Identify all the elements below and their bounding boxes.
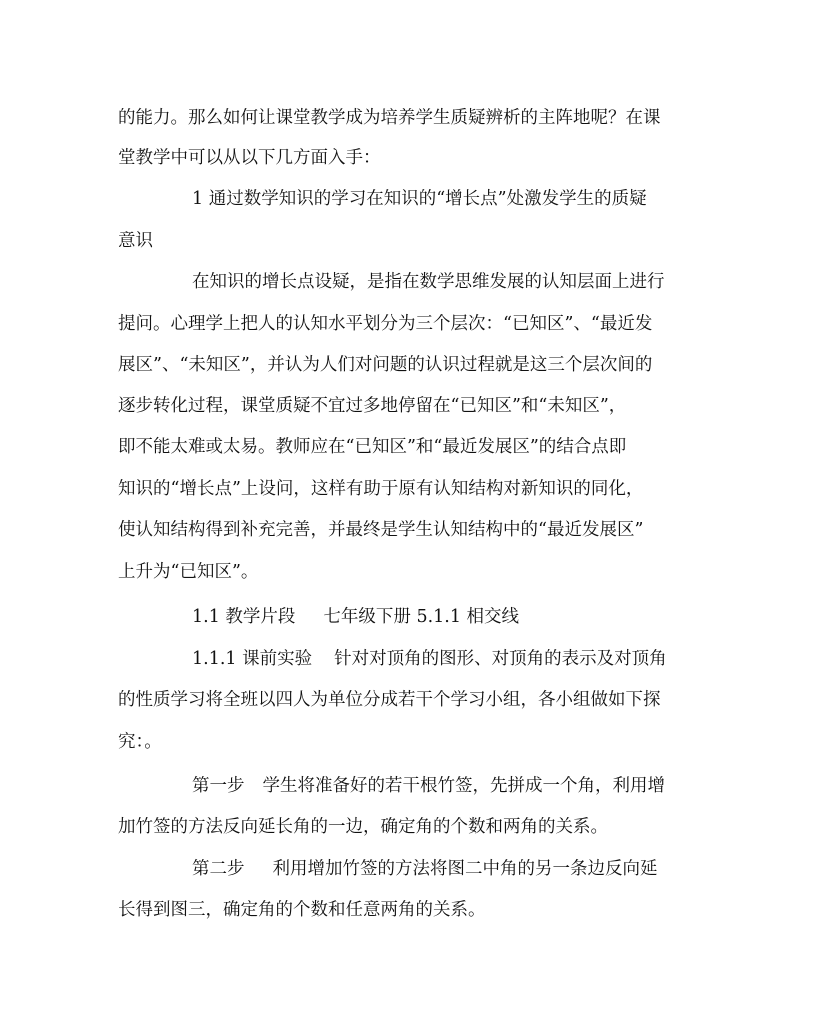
step-2 [192, 854, 658, 884]
step-text: 利用增加竹签的方法将图二中角的另一条边反向延 [272, 859, 658, 879]
paragraph-line: 长得到图三，确定角的个数和任意两角的关系。 [118, 900, 486, 920]
subsection-text: 针对对顶角的图形、对顶角的表示及对顶角 [334, 649, 667, 669]
paragraph-line: 的性质学习将全班以四人为单位分成若干个学习小组，各小组做如下探 [118, 690, 661, 710]
paragraph-line: 使认知结构得到补充完善，并最终是学生认知结构中的“最近发展区” [118, 520, 644, 540]
paragraph-line: 上升为“已知区”。 [118, 562, 259, 582]
subsection-number: 1.1 教学片段 [192, 607, 296, 627]
step-text: 学生将准备好的若干根竹签，先拼成一个角，利用增 [262, 776, 665, 796]
subsection-1-1 [192, 602, 519, 632]
subsection-1-1-1 [192, 644, 667, 674]
paragraph-line: 加竹签的方法反向延长角的一边，确定角的个数和两角的关系。 [118, 817, 608, 837]
paragraph-line: 即不能太难或太易。教师应在“已知区”和“最近发展区”的结合点即 [118, 437, 627, 457]
section-heading-cont: 意识 [118, 231, 153, 251]
paragraph-line: 堂教学中可以从以下几方面入手： [118, 148, 381, 168]
paragraph-line: 究：。 [118, 732, 162, 752]
paragraph-line: 在知识的增长点设疑，是指在数学思维发展的认知层面上进行 [192, 272, 665, 292]
paragraph-line: 展区”、“未知区”，并认为人们对问题的认识过程就是这三个层次间的 [118, 355, 653, 375]
paragraph-line: 逐步转化过程，课堂质疑不宜过多地停留在“已知区”和“未知区”， [118, 396, 627, 416]
step-label: 第一步 [192, 776, 245, 796]
step-1 [192, 771, 665, 801]
paragraph-line: 知识的“增长点”上设问，这样有助于原有认知结构对新知识的同化， [118, 479, 644, 499]
step-label: 第二步 [192, 859, 245, 879]
subsection-text: 七年级下册 5.1.1 相交线 [323, 607, 520, 627]
subsection-number: 1.1.1 课前实验 [192, 649, 313, 669]
section-heading: 1 通过数学知识的学习在知识的“增长点”处激发学生的质疑 [192, 189, 647, 209]
paragraph-line: 提问。心理学上把人的认知水平划分为三个层次：“已知区”、“最近发 [118, 314, 653, 334]
paragraph-line: 的能力。那么如何让课堂教学成为培养学生质疑辨析的主阵地呢？在课 [118, 108, 661, 128]
